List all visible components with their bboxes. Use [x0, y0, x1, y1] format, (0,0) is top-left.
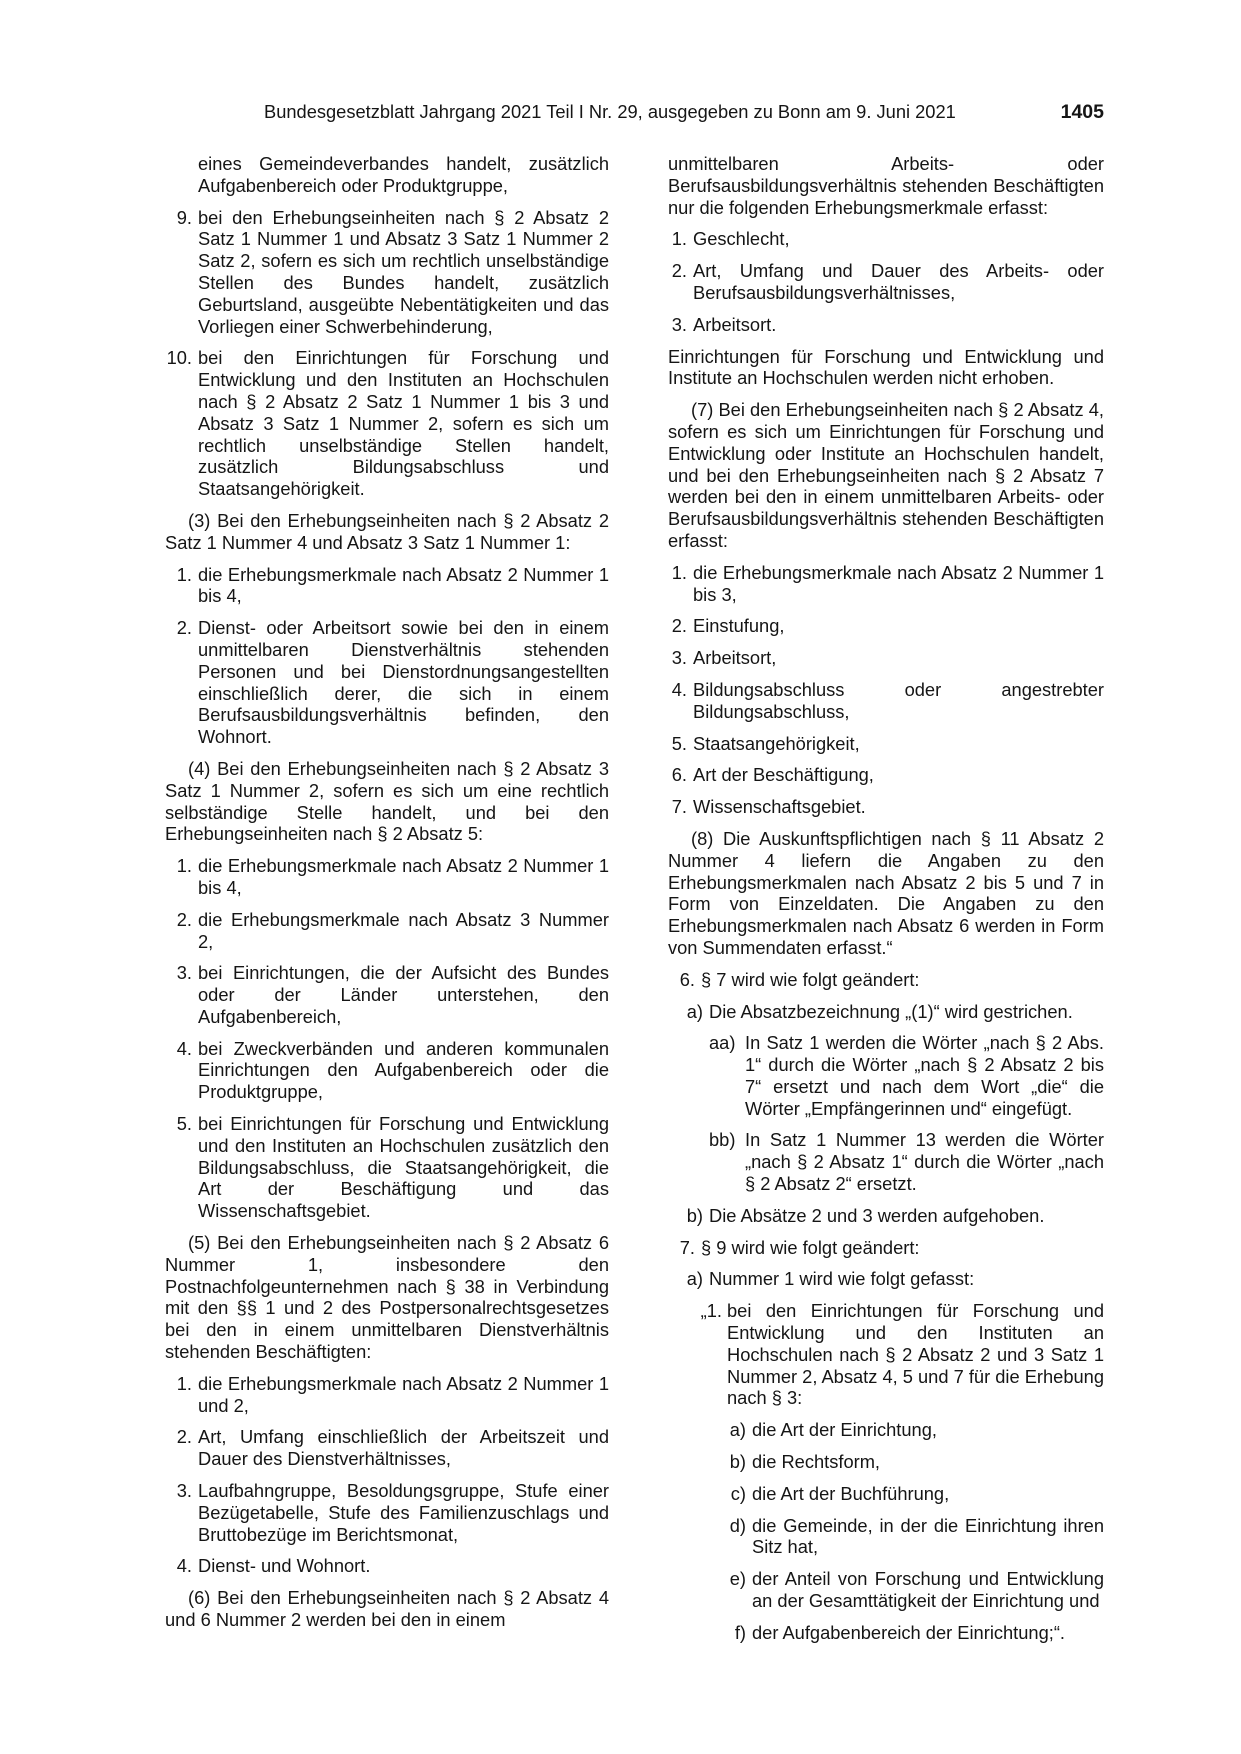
list-text: Die Absätze 2 und 3 werden aufgehoben.	[709, 1204, 1045, 1226]
list-text: § 9 wird wie folgt geändert:	[701, 1236, 920, 1258]
list-item-continuation: eines Gemeindeverbandes handelt, zusätzlich Aufgabenbereich oder Produktgruppe,	[198, 153, 609, 196]
list-number: 2.	[671, 615, 687, 637]
list-number: 1.	[671, 561, 687, 583]
list-text: die Art der Einrichtung,	[752, 1419, 937, 1441]
list-item	[165, 347, 609, 500]
list-item	[165, 1038, 609, 1103]
amendment-item-6b	[668, 1205, 1104, 1227]
list-number: 7.	[679, 1236, 695, 1258]
list-text: bei Einrichtungen, die der Aufsicht des Bundes oder der Länder unterstehen, den Aufgabenbereich,	[198, 962, 609, 1027]
list-number: 3.	[671, 647, 687, 669]
list-item	[165, 1555, 609, 1577]
list-text: Einstufung,	[693, 615, 785, 637]
list-text: die Rechtsform,	[752, 1451, 881, 1473]
list-item	[165, 564, 609, 608]
quoted-sub-item	[668, 1622, 1104, 1644]
list-text: Geschlecht,	[693, 228, 790, 250]
list-item	[165, 909, 609, 953]
list-text: bei Einrichtungen für Forschung und Entwicklung und den Instituten an Hochschulen zusätzlich den Bildungsabschluss, die Staatsangehörigkeit, die Art der Beschäftigung und das Wissenschaftsgebiet.	[198, 1113, 609, 1222]
list-item	[165, 1480, 609, 1545]
left-column	[165, 153, 609, 1641]
list-number: 1.	[176, 855, 192, 877]
list-text: die Erhebungsmerkmale nach Absatz 2 Nummer 1 bis 3,	[693, 561, 1104, 605]
quoted-sub-item	[668, 1568, 1104, 1612]
list-number: 2.	[176, 1426, 192, 1448]
list-text: bei den Einrichtungen für Forschung und Entwicklung und den Instituten an Hochschulen nach § 2 Absatz 2 und 3 Satz 1 Nummer 2, Absatz 4, 5 und 7 für die Erhebung nach § 3:	[727, 1300, 1105, 1409]
paragraph-6: (6) Bei den Erhebungseinheiten nach § 2 Absatz 4 und 6 Nummer 2 werden bei den in einem	[165, 1587, 609, 1631]
list-text: Nummer 1 wird wie folgt gefasst:	[709, 1268, 975, 1290]
list-item	[668, 764, 1104, 786]
list-number: 4.	[176, 1037, 192, 1059]
list-number: 9.	[176, 206, 192, 228]
list-item	[668, 733, 1104, 755]
list-number: a)	[729, 1419, 746, 1441]
list-number: 7.	[671, 796, 687, 818]
paragraph-3: (3) Bei den Erhebungseinheiten nach § 2 Absatz 2 Satz 1 Nummer 4 und Absatz 3 Satz 1 Nummer 1:	[165, 509, 609, 553]
list-text: Art der Beschäftigung,	[693, 764, 874, 786]
list-text: Arbeitsort.	[693, 313, 777, 335]
list-number: 2.	[176, 617, 192, 639]
amendment-item-6bb	[668, 1129, 1104, 1194]
list-number: bb)	[709, 1129, 736, 1151]
page-number: 1405	[1060, 101, 1104, 123]
list-number: c)	[730, 1482, 746, 1504]
list-text: § 7 wird wie folgt geändert:	[701, 968, 920, 990]
list-text: Arbeitsort,	[693, 647, 777, 669]
list-number: 6.	[679, 968, 695, 990]
list-text: bei den Erhebungseinheiten nach § 2 Absatz 2 Satz 1 Nummer 1 und Absatz 3 Satz 1 Nummer 2 Satz 2, sofern es sich um rechtlich unselbständige Stellen des Bundes handelt, zusätzlich Geburtsland, ausgeübte Nebentätigkeiten und das Vorliegen einer Schwerbehinderung,	[198, 206, 609, 337]
list-number: 6.	[671, 764, 687, 786]
list-number: 1.	[176, 563, 192, 585]
list-number: a)	[686, 1000, 703, 1022]
page-header	[264, 101, 1104, 123]
list-number: e)	[729, 1568, 746, 1590]
list-number: „1.	[700, 1300, 722, 1322]
list-text: In Satz 1 werden die Wörter „nach § 2 Abs. 1“ durch die Wörter „nach § 2 Absatz 2 bis 7“ ersetzt und nach dem Wort „die“ die Wörter „Empfängerinnen und“ eingefügt.	[745, 1032, 1104, 1119]
list-number: 10.	[166, 347, 192, 369]
list-number: 4.	[671, 678, 687, 700]
list-number: 2.	[176, 908, 192, 930]
list-number: 3.	[176, 962, 192, 984]
list-text: Dienst- oder Arbeitsort sowie bei den in einem unmittelbaren Dienstverhältnis stehenden Personen und bei Dienstordnungsangestellten einschließlich derer, die sich in einem Berufsausbildungsverhältnis befinden, den Wohnort.	[198, 617, 609, 748]
amendment-item-6	[668, 969, 1104, 991]
paragraph-6-continuation: unmittelbaren Arbeits- oder Berufsausbildungsverhältnis stehenden Beschäftigten nur die folgenden Erhebungsmerkmale erfasst:	[668, 153, 1104, 218]
list-number: aa)	[709, 1032, 736, 1054]
list-number: 5.	[671, 732, 687, 754]
list-item	[165, 1113, 609, 1222]
list-item	[165, 1373, 609, 1417]
list-item	[165, 617, 609, 748]
list-text: der Aufgabenbereich der Einrichtung;“.	[752, 1621, 1066, 1643]
list-text: die Erhebungsmerkmale nach Absatz 2 Nummer 1 bis 4,	[198, 855, 609, 898]
list-number: b)	[686, 1204, 703, 1226]
list-text: die Gemeinde, in der die Einrichtung ihren Sitz hat,	[752, 1514, 1104, 1558]
list-text: bei Zweckverbänden und anderen kommunalen Einrichtungen den Aufgabenbereich oder die Produktgruppe,	[198, 1037, 609, 1103]
list-text: Staatsangehörigkeit,	[693, 732, 860, 754]
paragraph-7: (7) Bei den Erhebungseinheiten nach § 2 Absatz 4, sofern es sich um Einrichtungen für Forschung und Entwicklung oder Institute an Hochschulen handelt, und bei den Erhebungseinheiten nach § 2 Absatz 7 werden bei den in einem unmittelbaren Arbeits- oder Berufsausbildungsverhältnis stehenden Beschäftigten erfasst:	[668, 399, 1104, 551]
amendment-item-6a	[668, 1001, 1104, 1023]
list-text: Art, Umfang und Dauer des Arbeits- oder Berufsausbildungsverhältnisses,	[693, 260, 1104, 303]
paragraph-6-end: Einrichtungen für Forschung und Entwicklung und Institute an Hochschulen werden nicht erhoben.	[668, 345, 1104, 389]
list-text: der Anteil von Forschung und Entwicklung an der Gesamttätigkeit der Einrichtung und	[752, 1568, 1104, 1612]
amendment-item-7	[668, 1237, 1104, 1259]
paragraph-4: (4) Bei den Erhebungseinheiten nach § 2 Absatz 3 Satz 1 Nummer 2, sofern es sich um eine rechtlich selbständige Stelle handelt, und bei den Erhebungseinheiten nach § 2 Absatz 5:	[165, 757, 609, 845]
list-number: f)	[734, 1621, 746, 1643]
list-text: bei den Einrichtungen für Forschung und Entwicklung und den Instituten an Hochschulen nach § 2 Absatz 2 Satz 1 Nummer 1 bis 3 und Absatz 3 Satz 1 Nummer 2, sofern es sich um rechtlich unselbständige Stellen handelt, zusätzlich Bildungsabschluss und Staatsangehörigkeit.	[198, 347, 609, 500]
list-text: Laufbahngruppe, Besoldungsgruppe, Stufe einer Bezügetabelle, Stufe des Familienzuschlags und Bruttobezüge im Berichtsmonat,	[198, 1480, 609, 1545]
list-item	[165, 207, 609, 338]
list-item	[668, 679, 1104, 723]
list-item	[668, 260, 1104, 304]
list-text: Dienst- und Wohnort.	[198, 1555, 371, 1577]
quoted-sub-item	[668, 1419, 1104, 1441]
amendment-item-6aa	[668, 1032, 1104, 1119]
paragraph-8: (8) Die Auskunftspflichtigen nach § 11 Absatz 2 Nummer 4 liefern die Angaben zu den Erhebungsmerkmalen nach Absatz 2 bis 5 und 7 in Form von Einzeldaten. Die Angaben zu den Erhebungsmerkmalen nach Absatz 6 werden in Form von Summendaten erfasst.“	[668, 827, 1104, 958]
list-number: 3.	[176, 1480, 192, 1502]
list-item	[165, 855, 609, 899]
list-text: In Satz 1 Nummer 13 werden die Wörter „nach § 2 Absatz 1“ durch die Wörter „nach § 2 Absatz 2“ ersetzt.	[745, 1129, 1104, 1195]
list-item	[668, 615, 1104, 637]
list-number: 5.	[176, 1113, 192, 1135]
right-column	[668, 153, 1104, 1644]
quoted-sub-item	[668, 1451, 1104, 1473]
quoted-item-1	[668, 1300, 1104, 1409]
list-item	[165, 962, 609, 1027]
list-item	[668, 796, 1104, 818]
list-item	[668, 647, 1104, 669]
quoted-sub-item	[668, 1483, 1104, 1505]
list-text: die Erhebungsmerkmale nach Absatz 2 Nummer 1 bis 4,	[198, 563, 609, 607]
list-text: Bildungsabschluss oder angestrebter Bildungsabschluss,	[693, 678, 1104, 722]
list-number: a)	[686, 1268, 703, 1290]
list-text: die Erhebungsmerkmale nach Absatz 3 Nummer 2,	[198, 908, 609, 952]
list-number: 4.	[176, 1555, 192, 1577]
list-item	[668, 314, 1104, 336]
header-title: Bundesgesetzblatt Jahrgang 2021 Teil I Nr. 29, ausgegeben zu Bonn am 9. Juni 2021	[264, 101, 956, 122]
list-number: b)	[729, 1451, 746, 1473]
list-number: 1.	[671, 228, 687, 250]
quoted-sub-item	[668, 1515, 1104, 1559]
list-item	[668, 562, 1104, 606]
amendment-item-7a	[668, 1268, 1104, 1290]
list-text: Die Absatzbezeichnung „(1)“ wird gestrichen.	[709, 1000, 1073, 1022]
list-number: 3.	[671, 313, 687, 335]
list-number: d)	[729, 1514, 746, 1536]
list-number: 2.	[671, 260, 687, 282]
list-text: die Art der Buchführung,	[752, 1482, 950, 1504]
list-number: 1.	[176, 1372, 192, 1394]
list-text: die Erhebungsmerkmale nach Absatz 2 Nummer 1 und 2,	[198, 1372, 609, 1416]
list-text: Wissenschaftsgebiet.	[693, 796, 866, 818]
list-item	[668, 228, 1104, 250]
list-text: Art, Umfang einschließlich der Arbeitszeit und Dauer des Dienstverhältnisses,	[198, 1426, 609, 1470]
paragraph-5: (5) Bei den Erhebungseinheiten nach § 2 Absatz 6 Nummer 1, insbesondere den Postnachfolgeunternehmen nach § 38 in Verbindung mit den §§ 1 und 2 des Postpersonalrechtsgesetzes bei den in einem unmittelbaren Dienstverhältnis stehenden Beschäftigten:	[165, 1232, 609, 1363]
list-item	[165, 1426, 609, 1470]
